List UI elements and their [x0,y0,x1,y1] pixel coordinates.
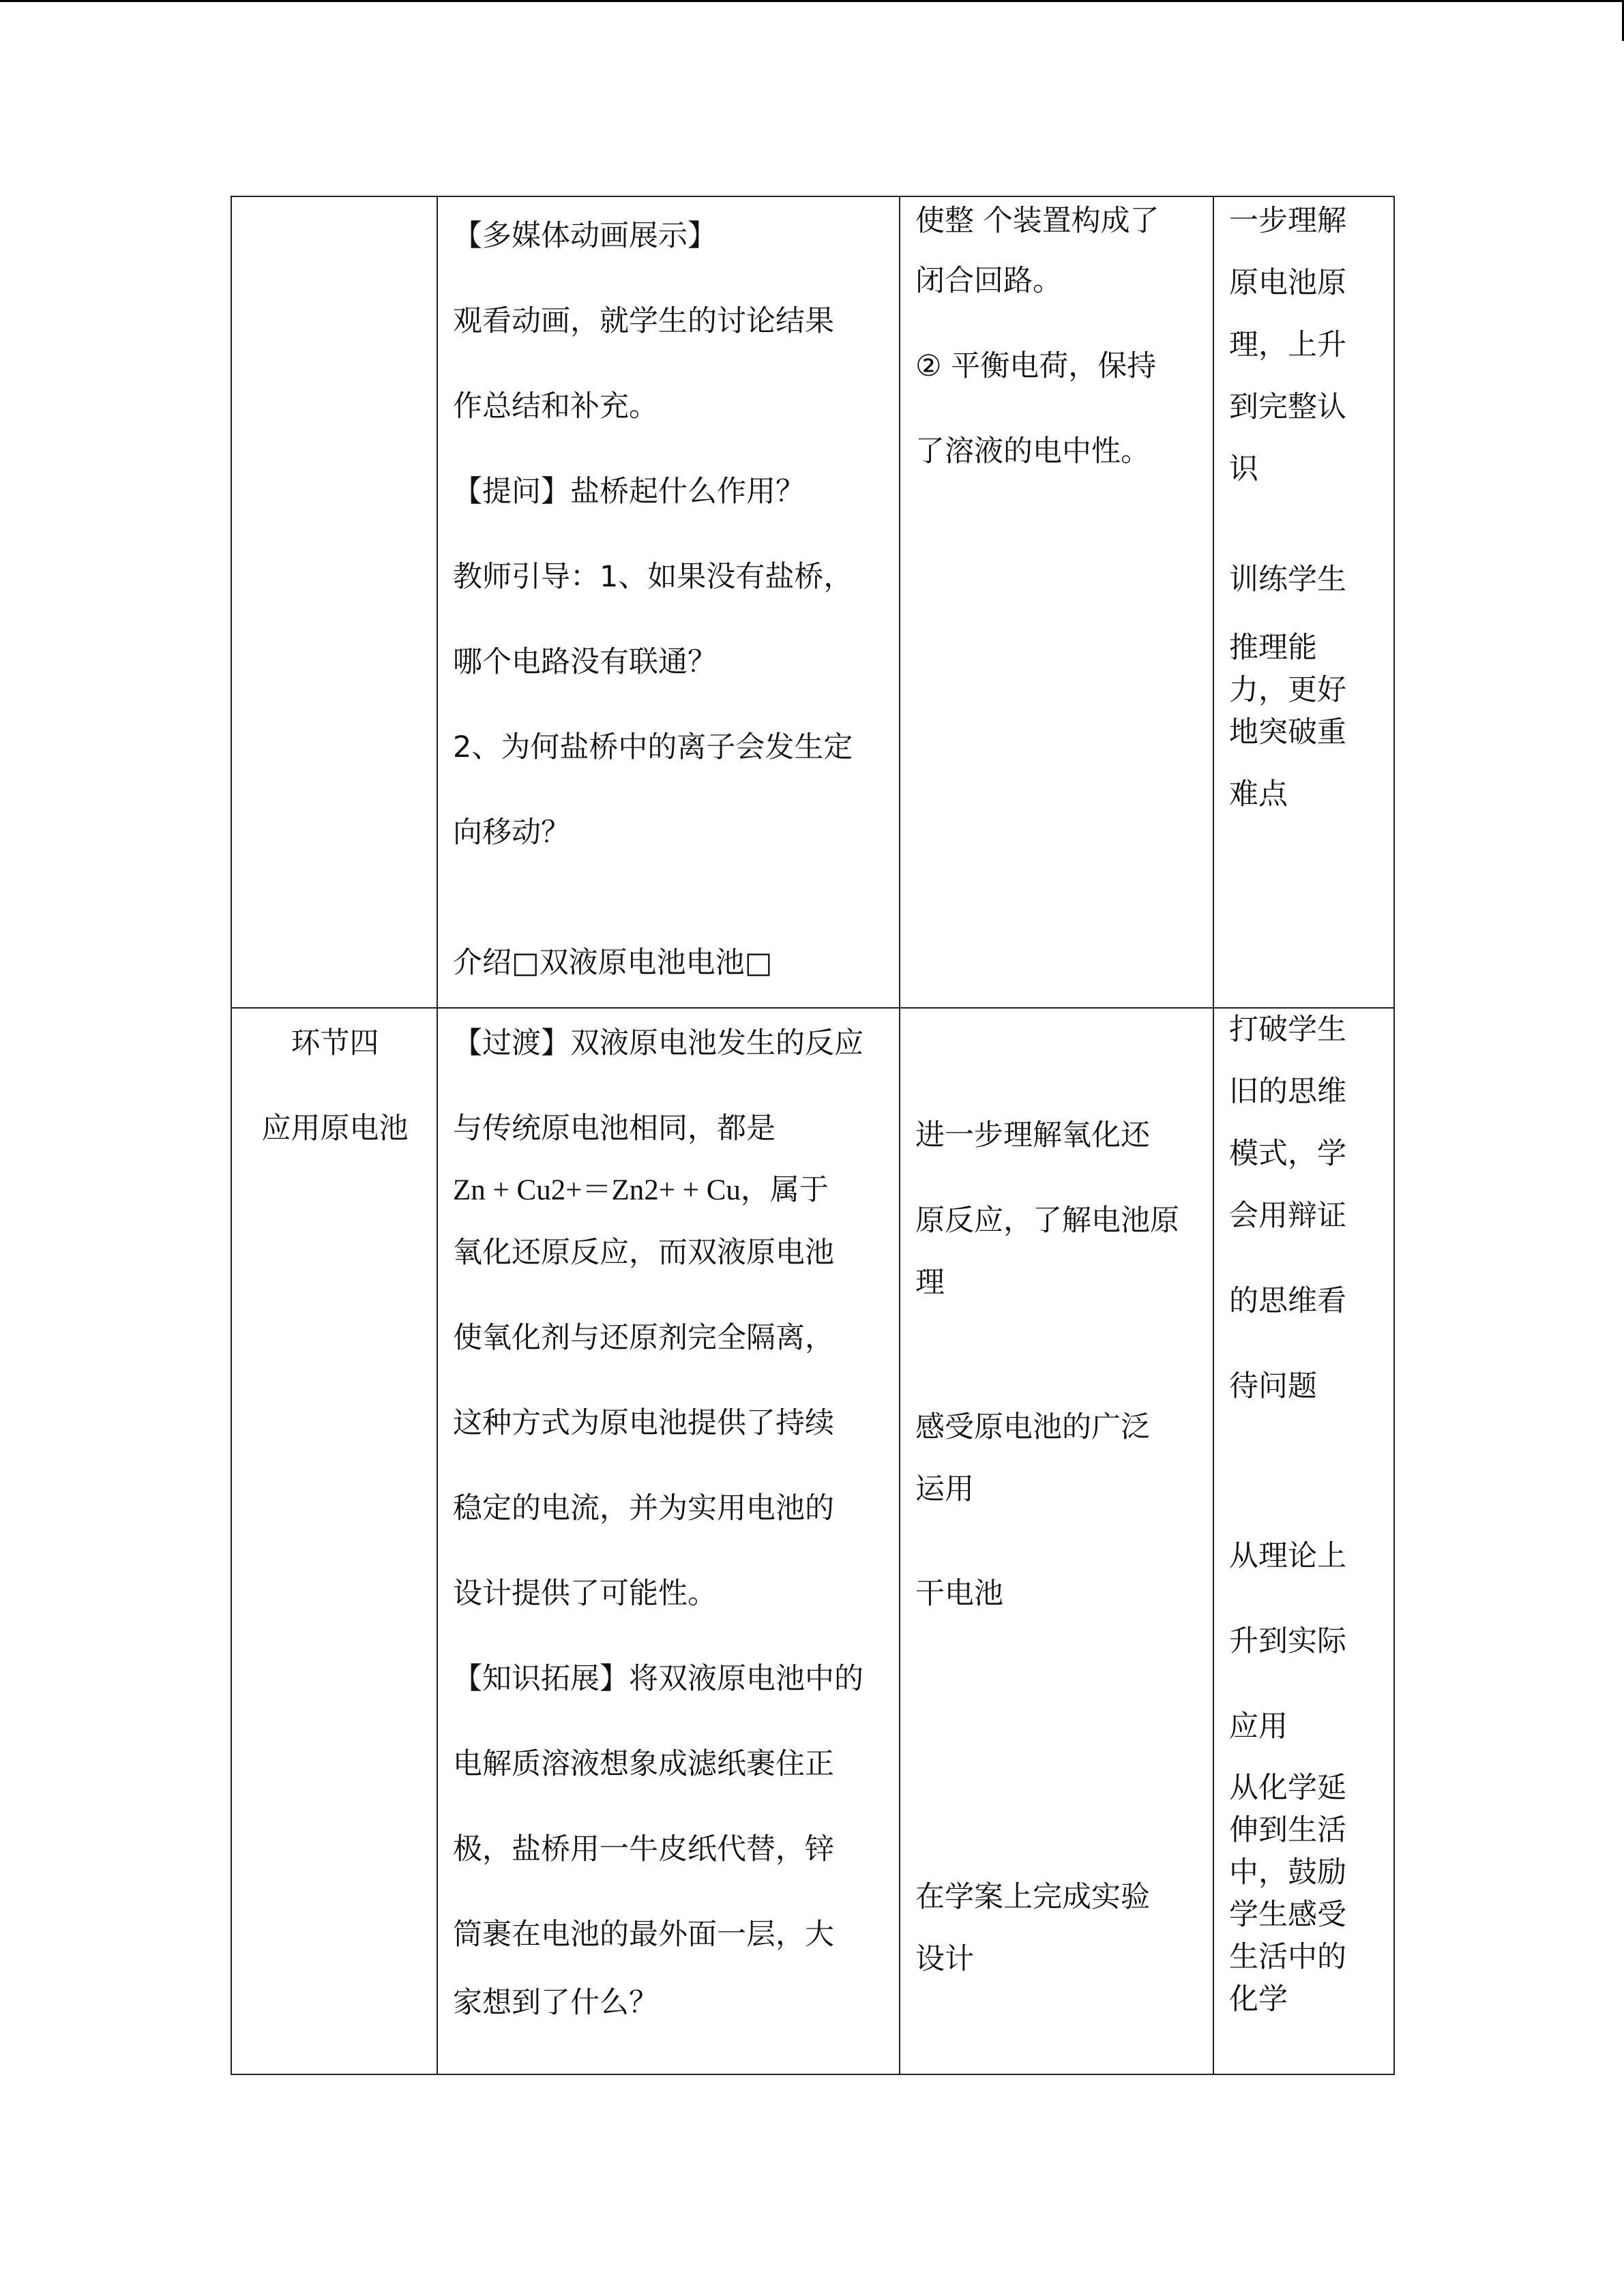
teacher-line: 观看动画，就学生的讨论结果 [453,304,834,338]
teacher-line: 【多媒体动画展示】 [453,219,717,253]
intent-line: 推理能 [1229,631,1317,665]
student-line: 闭合回路。 [915,264,1062,298]
teacher-line: 家想到了什么？ [453,1986,658,2020]
teacher-line: 氧化还原反应，而双液原电池 [453,1236,834,1270]
student-line: 理 [915,1266,945,1300]
intent-line: 从理论上 [1229,1539,1346,1573]
intent-line: 一步理解 [1229,204,1346,238]
intent-line: 生活中的 [1229,1940,1346,1974]
table-row [231,1008,1394,2074]
teacher-line: 介绍□双液原电池电池□ [453,946,773,980]
intent-line: 理，上升 [1229,328,1346,362]
table-row [231,196,1394,1008]
intent-line: 模式，学 [1229,1137,1346,1171]
teacher-line: 哪个电路没有联通？ [453,645,717,679]
stage-cell [231,1008,437,2074]
intent-line: 应用 [1229,1710,1288,1744]
student-line: 设计 [915,1942,974,1976]
teacher-line: 极，盐桥用一牛皮纸代替，锌 [453,1832,834,1866]
teacher-line: 【提问】盐桥起什么作用？ [453,475,805,509]
page-top-border [0,0,1624,2]
intent-line: 伸到生活 [1229,1813,1346,1847]
intent-line: 力，更好 [1229,673,1346,707]
student-line: 进一步理解氧化还 [915,1118,1150,1152]
teacher-line: 作总结和补充。 [453,389,658,423]
intent-line: 待问题 [1229,1369,1317,1403]
lesson-plan-table [231,196,1395,2075]
teacher-activity-cell [437,196,900,1008]
design-intent-cell [1213,1008,1394,2074]
intent-line: 旧的思维 [1229,1075,1346,1109]
student-line: 感受原电池的广泛 [915,1410,1150,1444]
teacher-line: 使氧化剂与还原剂完全隔离， [453,1321,834,1355]
student-line: 原反应，了解电池原 [915,1204,1179,1238]
teacher-line: 设计提供了可能性。 [453,1577,717,1611]
intent-line: 的思维看 [1229,1284,1346,1318]
teacher-line: 【知识拓展】将双液原电池中的 [453,1662,863,1696]
intent-line: 中，鼓励 [1229,1855,1346,1890]
stage-cell [231,196,437,1008]
intent-line: 会用辩证 [1229,1199,1346,1233]
teacher-line: 与传统原电池相同，都是 [453,1112,776,1146]
intent-line: 学生感受 [1229,1898,1346,1932]
student-activity-cell [900,1008,1213,2074]
teacher-line: 教师引导：1、如果没有盐桥， [453,560,853,594]
student-activity-cell [900,196,1213,1008]
student-line: 使整 个装置构成了 [915,204,1160,238]
intent-line: 难点 [1229,777,1288,811]
intent-line: 识 [1229,452,1258,486]
teacher-line: 筒裹在电池的最外面一层，大 [453,1918,834,1952]
design-intent-cell [1213,196,1394,1008]
teacher-line: 【过渡】双液原电池发生的反应 [453,1026,863,1060]
student-line: 在学案上完成实验 [915,1880,1150,1914]
intent-line: 地突破重 [1229,715,1346,749]
student-line: 运用 [915,1472,974,1506]
intent-line: 从化学延 [1229,1771,1346,1805]
student-line: 了溶液的电中性。 [915,434,1150,468]
intent-line: 升到实际 [1229,1624,1346,1658]
student-line: 干电池 [915,1577,1003,1611]
intent-line: 到完整认 [1229,390,1346,424]
teacher-activity-cell [437,1008,900,2074]
teacher-line-equation: Zn + Cu2+＝Zn2+ + Cu，属于 [453,1174,829,1206]
intent-line: 原电池原 [1229,266,1346,300]
intent-line: 化学 [1229,1982,1288,2016]
intent-line: 打破学生 [1229,1013,1346,1047]
teacher-line: 电解质溶液想象成滤纸裹住正 [453,1747,834,1781]
stage-title: 应用原电池 [261,1112,409,1146]
stage-number: 环节四 [291,1026,379,1060]
teacher-line: 这种方式为原电池提供了持续 [453,1406,834,1440]
teacher-line: 2、为何盐桥中的离子会发生定 [453,730,853,764]
teacher-line: 稳定的电流，并为实用电池的 [453,1491,834,1525]
student-line: ② 平衡电荷，保持 [915,349,1157,383]
intent-line: 训练学生 [1229,563,1346,597]
teacher-line: 向移动？ [453,816,570,850]
